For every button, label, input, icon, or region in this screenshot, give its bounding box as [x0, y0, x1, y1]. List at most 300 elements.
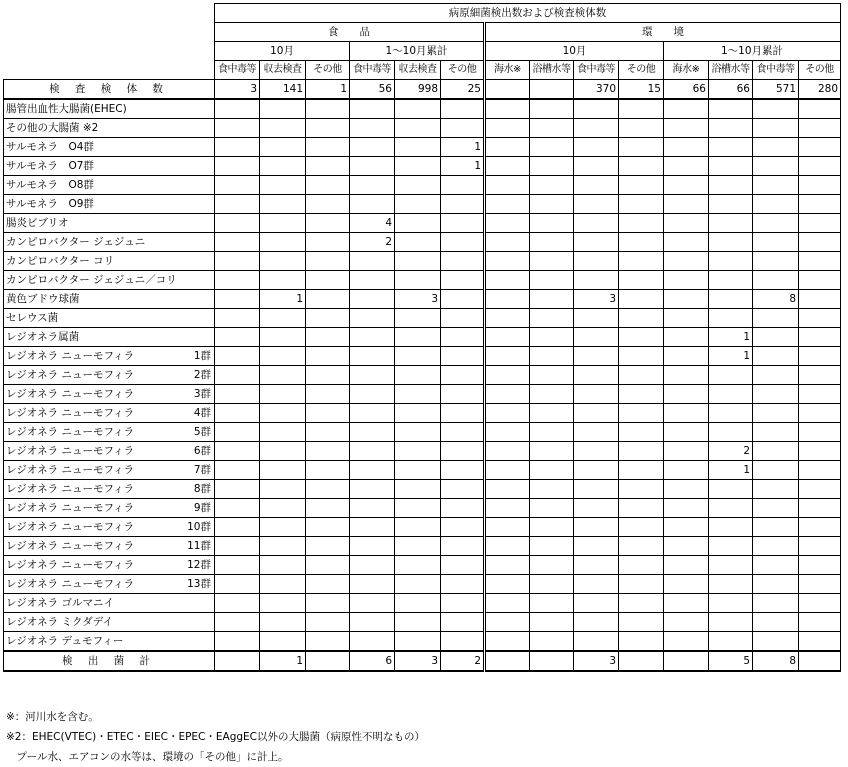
row-label	[4, 613, 215, 632]
value-cell: 3	[395, 651, 441, 671]
value-cell	[215, 575, 260, 594]
value-cell	[709, 233, 753, 252]
value-cell	[753, 518, 799, 537]
value-cell	[395, 328, 441, 347]
table-row	[4, 252, 841, 271]
value-cell	[799, 347, 841, 366]
value-cell	[664, 404, 709, 423]
value-cell	[619, 119, 664, 138]
table-row	[4, 575, 841, 594]
value-cell	[709, 99, 753, 119]
row-label	[4, 80, 215, 100]
value-cell	[215, 442, 260, 461]
corner-cell	[4, 4, 215, 80]
value-cell	[664, 271, 709, 290]
value-cell	[574, 252, 619, 271]
value-cell	[260, 613, 306, 632]
col-header: 食中毒等	[753, 61, 799, 80]
value-cell	[215, 480, 260, 499]
value-cell	[395, 537, 441, 556]
value-cell	[799, 366, 841, 385]
organism-name: サルモネラ O7群	[6, 160, 94, 172]
value-cell	[395, 632, 441, 652]
value-cell	[215, 176, 260, 195]
value-cell	[441, 480, 485, 499]
value-cell	[485, 119, 530, 138]
table-row	[4, 195, 841, 214]
value-cell	[799, 594, 841, 613]
table-row	[4, 99, 841, 119]
value-cell	[619, 461, 664, 480]
serogroup-label: 9群	[193, 502, 211, 514]
value-cell	[215, 271, 260, 290]
value-cell	[753, 309, 799, 328]
value-cell	[799, 385, 841, 404]
value-cell	[260, 385, 306, 404]
value-cell	[619, 271, 664, 290]
value-cell	[664, 461, 709, 480]
value-cell	[395, 252, 441, 271]
value-cell	[485, 651, 530, 671]
value-cell: 3	[215, 80, 260, 100]
value-cell	[260, 157, 306, 176]
value-cell	[485, 99, 530, 119]
value-cell	[574, 480, 619, 499]
value-cell	[799, 290, 841, 309]
row-label	[4, 518, 215, 537]
value-cell	[799, 119, 841, 138]
value-cell: 66	[664, 80, 709, 100]
value-cell	[395, 613, 441, 632]
value-cell	[574, 499, 619, 518]
organism-name: レジオネラ ニューモフィラ	[6, 369, 135, 381]
value-cell	[485, 271, 530, 290]
value-cell	[799, 233, 841, 252]
value-cell	[395, 499, 441, 518]
value-cell	[799, 480, 841, 499]
value-cell	[530, 632, 574, 652]
table-body	[4, 80, 841, 672]
value-cell	[260, 328, 306, 347]
table-row	[4, 480, 841, 499]
value-cell	[350, 404, 395, 423]
value-cell	[530, 575, 574, 594]
value-cell	[619, 594, 664, 613]
organism-name: レジオネラ ニューモフィラ	[6, 388, 135, 400]
value-cell	[799, 195, 841, 214]
value-cell	[664, 499, 709, 518]
value-cell	[485, 404, 530, 423]
col-header: 食中毒等	[215, 61, 260, 80]
value-cell: 1	[709, 328, 753, 347]
value-cell	[441, 290, 485, 309]
value-cell	[441, 119, 485, 138]
value-cell	[260, 214, 306, 233]
value-cell	[215, 290, 260, 309]
value-cell	[441, 556, 485, 575]
value-cell	[619, 157, 664, 176]
value-cell	[664, 613, 709, 632]
value-cell	[215, 499, 260, 518]
value-cell	[530, 157, 574, 176]
period-food-cum: 1～10月累計	[350, 42, 485, 61]
value-cell	[306, 632, 350, 652]
row-label	[4, 138, 215, 157]
value-cell	[619, 233, 664, 252]
value-cell	[619, 480, 664, 499]
value-cell	[485, 442, 530, 461]
value-cell	[350, 99, 395, 119]
table-row	[4, 385, 841, 404]
row-label	[4, 99, 215, 119]
value-cell	[753, 99, 799, 119]
col-header: その他	[619, 61, 664, 80]
pathogen-table	[3, 3, 841, 672]
value-cell	[709, 594, 753, 613]
row-label	[4, 651, 215, 671]
serogroup-label: 3群	[193, 388, 211, 400]
value-cell	[799, 499, 841, 518]
table-title: 病原細菌検出数および検査検体数	[215, 4, 841, 23]
value-cell	[350, 442, 395, 461]
value-cell	[574, 442, 619, 461]
col-header: 収去検査	[395, 61, 441, 80]
organism-name: レジオネラ属菌	[6, 331, 80, 343]
value-cell: 1	[260, 651, 306, 671]
row-label	[4, 347, 215, 366]
value-cell	[709, 613, 753, 632]
value-cell	[664, 176, 709, 195]
value-cell: 141	[260, 80, 306, 100]
col-header: 海水※	[664, 61, 709, 80]
value-cell	[395, 556, 441, 575]
value-cell	[215, 385, 260, 404]
footnotes	[6, 707, 425, 767]
organism-name: レジオネラ ミクダデイ	[6, 616, 114, 628]
value-cell	[753, 442, 799, 461]
value-cell	[799, 309, 841, 328]
value-cell	[574, 233, 619, 252]
value-cell	[350, 119, 395, 138]
value-cell	[485, 423, 530, 442]
value-cell	[260, 423, 306, 442]
row-label	[4, 309, 215, 328]
value-cell	[350, 537, 395, 556]
value-cell	[709, 138, 753, 157]
value-cell	[664, 214, 709, 233]
value-cell	[306, 518, 350, 537]
value-cell	[709, 195, 753, 214]
value-cell	[619, 366, 664, 385]
value-cell	[215, 632, 260, 652]
value-cell	[215, 594, 260, 613]
value-cell	[530, 347, 574, 366]
value-cell	[260, 271, 306, 290]
col-header: その他	[799, 61, 841, 80]
value-cell	[350, 366, 395, 385]
value-cell	[441, 252, 485, 271]
value-cell	[485, 290, 530, 309]
value-cell	[350, 328, 395, 347]
value-cell	[574, 195, 619, 214]
value-cell	[441, 632, 485, 652]
value-cell	[485, 347, 530, 366]
serogroup-label: 12群	[187, 559, 211, 571]
value-cell: 1	[260, 290, 306, 309]
value-cell: 1	[306, 80, 350, 100]
row-label	[4, 119, 215, 138]
value-cell	[260, 461, 306, 480]
organism-name: サルモネラ O8群	[6, 179, 94, 191]
value-cell	[350, 556, 395, 575]
organism-name: レジオネラ デュモフィー	[6, 635, 124, 647]
value-cell	[395, 233, 441, 252]
value-cell: 8	[753, 290, 799, 309]
value-cell	[215, 138, 260, 157]
value-cell	[664, 442, 709, 461]
value-cell	[441, 385, 485, 404]
value-cell	[530, 99, 574, 119]
row-label	[4, 537, 215, 556]
value-cell	[306, 366, 350, 385]
value-cell: 571	[753, 80, 799, 100]
value-cell	[306, 575, 350, 594]
row-label	[4, 404, 215, 423]
value-cell	[395, 575, 441, 594]
value-cell	[215, 347, 260, 366]
value-cell	[395, 366, 441, 385]
table-row	[4, 632, 841, 652]
value-cell	[485, 195, 530, 214]
value-cell	[709, 252, 753, 271]
value-cell	[619, 575, 664, 594]
col-header: 浴槽水等	[530, 61, 574, 80]
value-cell	[260, 176, 306, 195]
value-cell	[395, 442, 441, 461]
value-cell	[395, 195, 441, 214]
value-cell	[664, 632, 709, 652]
value-cell	[530, 385, 574, 404]
period-env-cum: 1～10月累計	[664, 42, 841, 61]
value-cell	[260, 518, 306, 537]
value-cell	[709, 575, 753, 594]
value-cell	[306, 461, 350, 480]
value-cell	[215, 366, 260, 385]
value-cell	[753, 537, 799, 556]
value-cell	[799, 271, 841, 290]
value-cell	[574, 157, 619, 176]
value-cell	[530, 404, 574, 423]
organism-name: カンピロバクター ジェジュニ	[6, 236, 146, 248]
value-cell	[753, 461, 799, 480]
organism-name: レジオネラ ニューモフィラ	[6, 502, 135, 514]
row-label	[4, 461, 215, 480]
value-cell	[753, 575, 799, 594]
row-label	[4, 328, 215, 347]
value-cell	[619, 290, 664, 309]
value-cell	[574, 309, 619, 328]
value-cell	[574, 556, 619, 575]
value-cell: 998	[395, 80, 441, 100]
value-cell	[215, 537, 260, 556]
value-cell	[306, 309, 350, 328]
table-row	[4, 499, 841, 518]
value-cell	[485, 385, 530, 404]
value-cell	[441, 366, 485, 385]
value-cell	[306, 556, 350, 575]
table-row	[4, 138, 841, 157]
value-cell	[709, 385, 753, 404]
table-row	[4, 461, 841, 480]
table-row	[4, 404, 841, 423]
value-cell	[799, 518, 841, 537]
value-cell: 66	[709, 80, 753, 100]
table-row	[4, 309, 841, 328]
organism-name: レジオネラ ニューモフィラ	[6, 407, 135, 419]
value-cell	[260, 632, 306, 652]
value-cell	[215, 461, 260, 480]
organism-name: レジオネラ ニューモフィラ	[6, 483, 135, 495]
value-cell	[215, 613, 260, 632]
value-cell	[441, 347, 485, 366]
serogroup-label: 11群	[187, 540, 211, 552]
value-cell	[306, 651, 350, 671]
value-cell	[260, 366, 306, 385]
value-cell: 2	[441, 651, 485, 671]
value-cell	[215, 556, 260, 575]
value-cell	[306, 233, 350, 252]
value-cell	[574, 423, 619, 442]
value-cell	[574, 347, 619, 366]
value-cell	[395, 119, 441, 138]
table-row	[4, 233, 841, 252]
value-cell	[306, 442, 350, 461]
value-cell	[574, 537, 619, 556]
value-cell	[619, 404, 664, 423]
table-row	[4, 594, 841, 613]
value-cell	[306, 613, 350, 632]
value-cell	[485, 233, 530, 252]
period-env-month: 10月	[485, 42, 664, 61]
value-cell: 1	[709, 461, 753, 480]
value-cell	[664, 537, 709, 556]
value-cell	[753, 423, 799, 442]
value-cell	[530, 442, 574, 461]
organism-name: サルモネラ O9群	[6, 198, 94, 210]
value-cell	[395, 594, 441, 613]
value-cell	[619, 252, 664, 271]
value-cell	[260, 442, 306, 461]
value-cell	[306, 176, 350, 195]
value-cell	[664, 99, 709, 119]
value-cell	[306, 499, 350, 518]
col-header: 食中毒等	[574, 61, 619, 80]
row-label	[4, 594, 215, 613]
row-label	[4, 195, 215, 214]
organism-name: その他の大腸菌 ※2	[6, 122, 99, 134]
value-cell	[574, 385, 619, 404]
value-cell	[530, 499, 574, 518]
value-cell	[753, 252, 799, 271]
value-cell	[260, 309, 306, 328]
value-cell	[619, 138, 664, 157]
organism-name: レジオネラ ニューモフィラ	[6, 445, 135, 457]
serogroup-label: 1群	[193, 350, 211, 362]
value-cell	[395, 385, 441, 404]
value-cell	[350, 461, 395, 480]
row-label	[4, 632, 215, 652]
value-cell	[530, 119, 574, 138]
table-row	[4, 442, 841, 461]
value-cell	[485, 366, 530, 385]
value-cell	[260, 119, 306, 138]
organism-name: セレウス菌	[6, 312, 59, 324]
value-cell	[574, 99, 619, 119]
value-cell	[306, 119, 350, 138]
value-cell	[709, 366, 753, 385]
table-row	[4, 176, 841, 195]
value-cell	[753, 404, 799, 423]
row-label	[4, 575, 215, 594]
row-label	[4, 252, 215, 271]
value-cell	[350, 176, 395, 195]
value-cell	[260, 480, 306, 499]
value-cell	[215, 157, 260, 176]
value-cell	[350, 632, 395, 652]
value-cell: 2	[350, 233, 395, 252]
value-cell	[619, 176, 664, 195]
value-cell	[753, 138, 799, 157]
value-cell	[799, 157, 841, 176]
value-cell	[260, 252, 306, 271]
value-cell: 3	[574, 651, 619, 671]
value-cell: 1	[441, 138, 485, 157]
organism-name: サルモネラ O4群	[6, 141, 94, 153]
value-cell	[485, 480, 530, 499]
value-cell	[664, 252, 709, 271]
value-cell	[441, 195, 485, 214]
value-cell	[530, 290, 574, 309]
value-cell	[709, 537, 753, 556]
value-cell	[350, 157, 395, 176]
value-cell	[664, 556, 709, 575]
value-cell	[441, 575, 485, 594]
value-cell	[395, 461, 441, 480]
value-cell	[799, 442, 841, 461]
value-cell	[664, 119, 709, 138]
value-cell	[395, 404, 441, 423]
value-cell	[260, 556, 306, 575]
value-cell	[260, 195, 306, 214]
table-row	[4, 347, 841, 366]
value-cell	[441, 613, 485, 632]
value-cell	[753, 632, 799, 652]
value-cell	[574, 366, 619, 385]
table-row	[4, 328, 841, 347]
value-cell	[753, 556, 799, 575]
value-cell	[485, 537, 530, 556]
value-cell	[530, 252, 574, 271]
value-cell	[799, 461, 841, 480]
value-cell	[260, 499, 306, 518]
value-cell	[530, 233, 574, 252]
serogroup-label: 6群	[193, 445, 211, 457]
row-label	[4, 556, 215, 575]
value-cell	[215, 328, 260, 347]
value-cell	[574, 138, 619, 157]
serogroup-label: 13群	[187, 578, 211, 590]
value-cell	[574, 214, 619, 233]
